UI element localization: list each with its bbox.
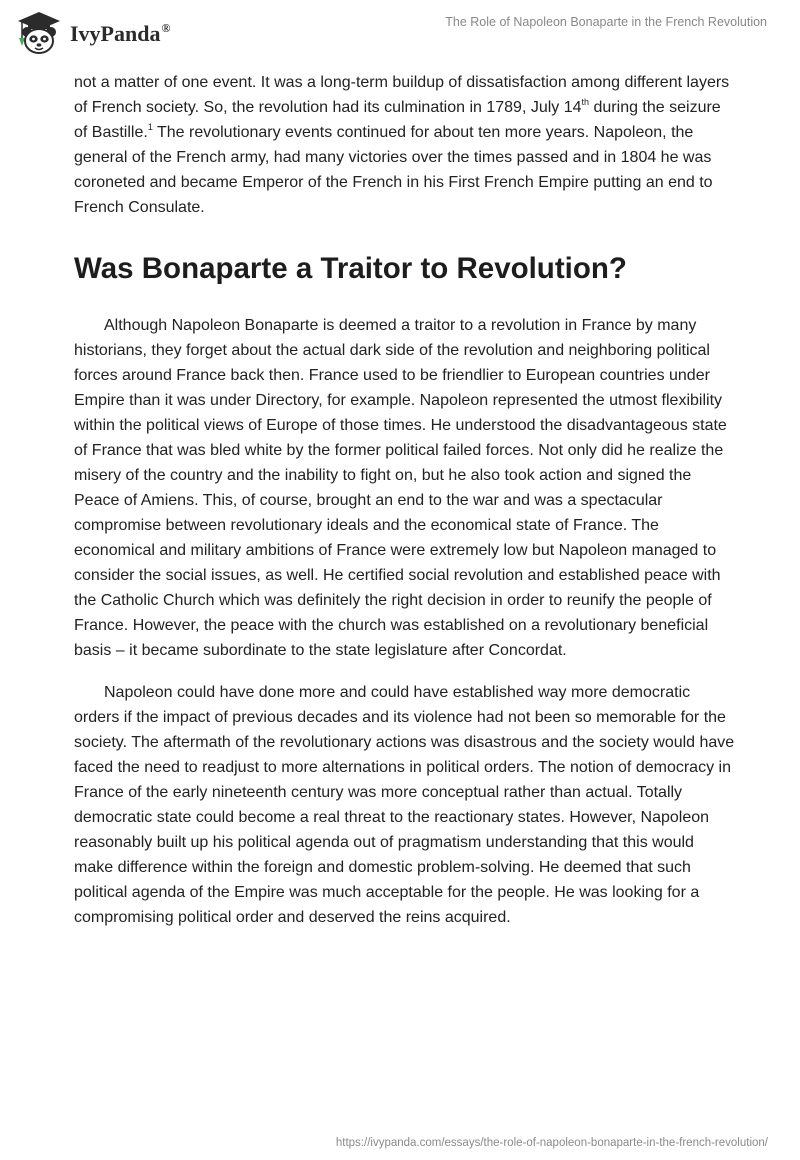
running-title: The Role of Napoleon Bonaparte in the French Revolution [445, 15, 767, 29]
registered-mark: ® [161, 21, 171, 35]
body-paragraph: Although Napoleon Bonaparte is deemed a traitor to a revolution in France by many historians, they forget about the actual dark side of the revolution and neighboring political forces around France back then. France used to be friendlier to European countries under Empire than it was under Directory, for example. Napoleon represented the utmost flexibility within the political views of Europe of those times. He understood the disadvantageous state of France that was bled white by the former political failed forces. Not only did he realize the misery of the country and the inability to fight on, but he also took action and signed the Peace of Amiens. This, of course, brought an end to the war and was a spectacular compromise between revolutionary ideals and the economical state of France. The economical and military ambitions of France were extremely low but Napoleon managed to consider the social issues, as well. He certified social revolution and established peace with the Catholic Church which was definitely the right decision in order to reunify the people of France. However, the peace with the church was established on a revolutionary beneficial basis – it became subordinate to the state legislature after Concordat. [74, 317, 727, 659]
source-url[interactable]: https://ivypanda.com/essays/the-role-of-napoleon-bonaparte-in-the-french-revolution/ [335, 1137, 768, 1149]
panda-graduate-icon [14, 10, 64, 56]
brand-logo[interactable] [14, 9, 170, 57]
ordinal-superscript: th [581, 97, 590, 107]
article-body [74, 70, 736, 930]
continued-paragraph: not a matter of one event. It was a long-term buildup of dissatisfaction among different layers of French society. So, the revolution had its culmination in 1789, July 14th during the seizure of Bastille.$^1$ The revolutionary events continued for about ten more years. Napoleon, the general of the French army, had many victories over the times passed and in 1804 he was coroneted and became Emperor of the French in his First French Empire putting an end to French Consulate. [74, 74, 730, 216]
footnote-reference[interactable]: 1 [147, 122, 153, 132]
body-paragraph: Napoleon could have done more and could have established way more democratic orders if the impact of previous decades and its violence had not been so memorable for the society. The aftermath of the revolutionary actions was disastrous and the society would have faced the need to readjust to more alternations in political orders. The notion of democracy in France of the early nineteenth century was more conceptual rather than actual. Totally democratic state could become a real threat to the reactionary states. However, Napoleon reasonably built up his political agenda out of pragmatism understanding that this would make difference within the foreign and domestic problem-solving. He deemed that such political agenda of the Empire was much acceptable for the people. He was looking for a compromising political order and deserved the reins acquired. [74, 684, 735, 926]
section-heading: Was Bonaparte a Traitor to Revolution? [74, 252, 627, 285]
brand-name: IvyPanda® [70, 21, 171, 46]
